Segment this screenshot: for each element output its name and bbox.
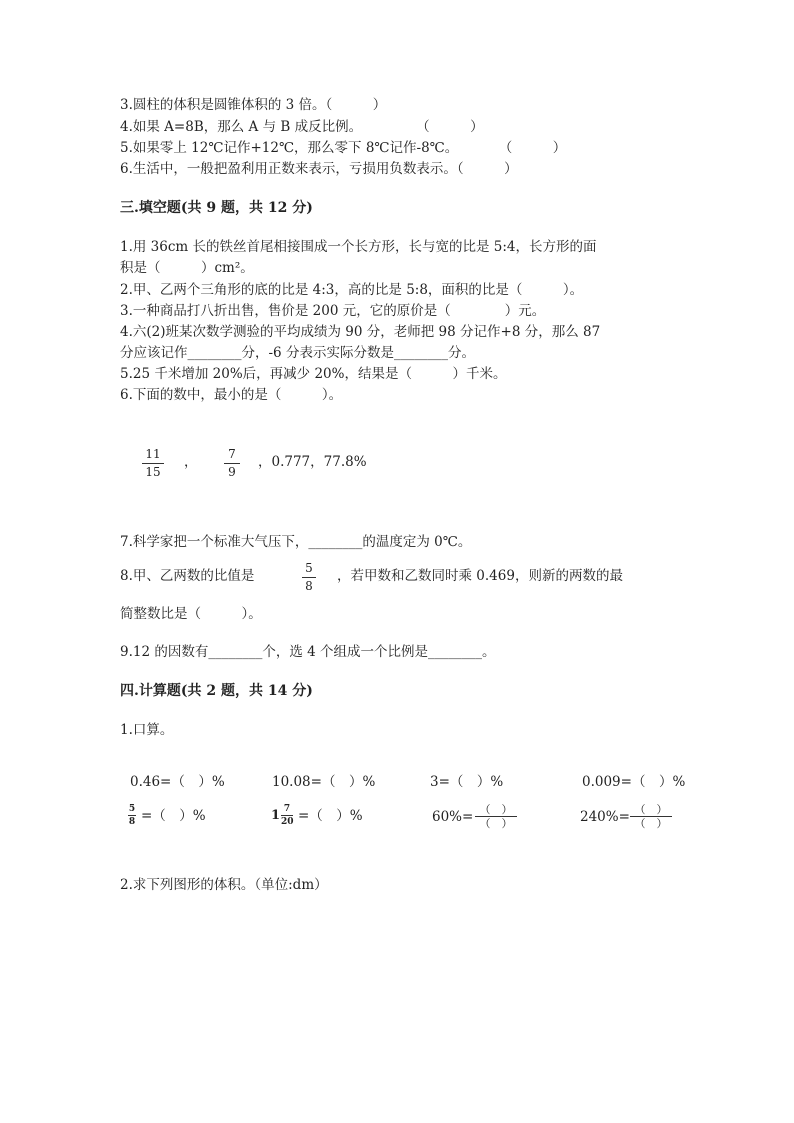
oral-calc-fraction-7-20 bbox=[281, 804, 293, 827]
oral-calc-60-percent-prefix: 60%= bbox=[432, 809, 474, 825]
calc-q2-title: 2.求下列图形的体积。（单位:dm） bbox=[120, 877, 328, 893]
oral-calc-mixed-rest: =（ ）% bbox=[298, 808, 363, 824]
oral-calc-240-percent-fraction bbox=[630, 804, 672, 829]
judgment-item-4: 4.如果 A=8B，那么 A 与 B 成反比例。 （ ） bbox=[120, 119, 484, 135]
fill-q8-line2: 简整数比是（ ）。 bbox=[120, 606, 262, 622]
fraction-bar bbox=[224, 463, 240, 464]
oral-calc-60-percent-fraction bbox=[475, 804, 517, 829]
oral-calc-3: 3=（ ）% bbox=[430, 774, 504, 790]
fraction-numerator: 7 bbox=[283, 804, 291, 814]
judgment-item-5: 5.如果零上 12℃记作+12℃，那么零下 8℃记作-8℃。 （ ） bbox=[120, 140, 567, 156]
fraction-numerator: 5 bbox=[128, 804, 136, 814]
q6-separator: ， bbox=[184, 454, 198, 470]
fill-q8-part1: 8.甲、乙两数的比值是 bbox=[120, 568, 255, 584]
oral-calc-240-percent-prefix: 240%= bbox=[580, 809, 630, 825]
fraction-numerator: 5 bbox=[305, 561, 313, 575]
fill-q4-line2: 分应该记作________分，-6 分表示实际分数是________分。 bbox=[120, 345, 475, 361]
fraction-denominator: （ ） bbox=[479, 817, 513, 830]
oral-calc-fraction-5-8 bbox=[128, 804, 136, 827]
judgment-item-6: 6.生活中，一般把盈利用正数来表示，亏损用负数表示。（ ） bbox=[120, 161, 518, 177]
fraction-bar bbox=[128, 815, 136, 816]
fraction-numerator: （ ） bbox=[634, 803, 668, 816]
fraction-denominator: 20 bbox=[281, 817, 294, 827]
oral-calc-10-08: 10.08=（ ）% bbox=[272, 774, 376, 790]
q6-fraction-7-9 bbox=[224, 447, 240, 480]
fill-q9: 9.12 的因数有________个，选 4 个组成一个比例是________。 bbox=[120, 644, 496, 660]
fraction-bar bbox=[281, 815, 293, 816]
q6-remaining-options: ，0.777，77.8% bbox=[258, 454, 367, 470]
section-heading-fill-blank: 三.填空题(共 9 题，共 12 分) bbox=[120, 200, 313, 216]
fraction-numerator: 11 bbox=[145, 447, 161, 461]
q6-fraction-11-15 bbox=[142, 447, 164, 480]
oral-calc-0-46: 0.46=（ ）% bbox=[130, 774, 225, 790]
fraction-denominator: 9 bbox=[228, 465, 236, 479]
oral-calc-mixed-whole: 1 bbox=[271, 808, 281, 823]
oral-calc-0-009: 0.009=（ ）% bbox=[582, 774, 686, 790]
fill-q3: 3.一种商品打八折出售，售价是 200 元，它的原价是（ ）元。 bbox=[120, 303, 546, 319]
fraction-numerator: （ ） bbox=[479, 803, 513, 816]
oral-calc-5-8-rest: =（ ）% bbox=[141, 808, 206, 824]
fraction-bar bbox=[302, 577, 316, 578]
fraction-denominator: 8 bbox=[305, 579, 313, 593]
fill-q5: 5.25 千米增加 20%后，再减少 20%，结果是（ ）千米。 bbox=[120, 366, 507, 382]
section-heading-calculation: 四.计算题(共 2 题，共 14 分) bbox=[120, 683, 313, 699]
fraction-denominator: 8 bbox=[128, 817, 136, 827]
fraction-bar bbox=[142, 463, 164, 464]
fill-q4-line1: 4.六(2)班某次数学测验的平均成绩为 90 分，老师把 98 分记作+8 分，那么 87 bbox=[120, 324, 601, 340]
fill-q1-line1: 1.用 36cm 长的铁丝首尾相接围成一个长方形，长与宽的比是 5:4，长方形的面 bbox=[120, 239, 597, 255]
fill-q8-part2: ，若甲数和乙数同时乘 0.469，则新的两数的最 bbox=[337, 568, 623, 584]
judgment-item-3: 3.圆柱的体积是圆锥体积的 3 倍。（ ） bbox=[120, 97, 387, 113]
fill-q6: 6.下面的数中，最小的是（ ）。 bbox=[120, 387, 343, 403]
fraction-denominator: （ ） bbox=[634, 817, 668, 830]
calc-q1-title: 1.口算。 bbox=[120, 722, 174, 738]
fill-q7: 7.科学家把一个标准大气压下，________的温度定为 0℃。 bbox=[120, 534, 472, 550]
fraction-numerator: 7 bbox=[228, 447, 236, 461]
q8-fraction-5-8 bbox=[302, 561, 316, 594]
fill-q1-line2: 积是（ ）cm²。 bbox=[120, 260, 254, 276]
fraction-denominator: 15 bbox=[145, 465, 161, 479]
fill-q2: 2.甲、乙两个三角形的底的比是 4:3，高的比是 5:8，面积的比是（ ）。 bbox=[120, 282, 584, 298]
